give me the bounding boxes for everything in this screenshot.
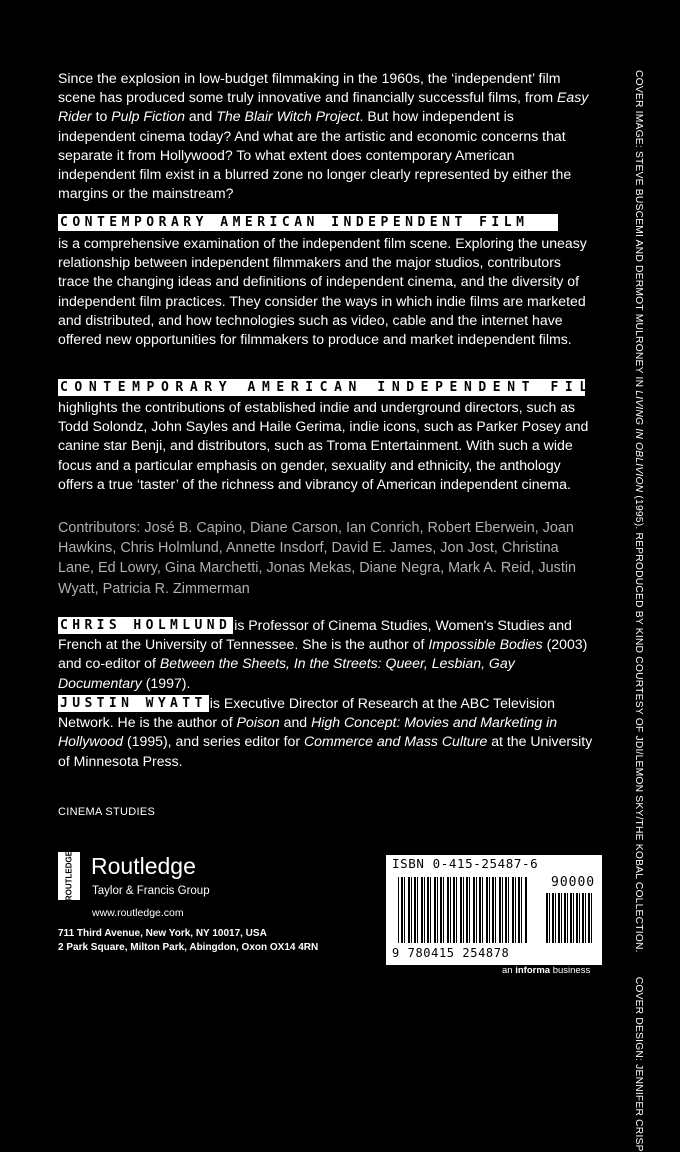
price-barcode-bars-icon xyxy=(546,893,594,943)
film-title: Pulp Fiction xyxy=(111,108,185,125)
book-title: Between the Sheets, In the Streets: Queer, Lesbian, Gay Documentary xyxy=(58,655,515,691)
publisher-address-uk: 2 Park Square, Milton Park, Abingdon, Oxon OX14 4RN xyxy=(58,942,319,953)
book-title: Commerce and Mass Culture xyxy=(304,733,488,750)
informa-brand: informa xyxy=(515,965,551,976)
publisher-address-us: 711 Third Avenue, New York, NY 10017, USA xyxy=(58,928,267,939)
ean-number: 9 780415 254878 xyxy=(392,946,510,960)
isbn-number: ISBN 0-415-25487-6 xyxy=(392,856,539,871)
book-title: High Concept: Movies and Marketing in Hollywood xyxy=(58,714,558,750)
cover-image-credit: (1995). REPRODUCED BY KIND COURTESY OF JDI/LEMON SKY/THE KOBAL COLLECTION. xyxy=(633,492,644,953)
intro-paragraph xyxy=(58,69,593,203)
intro-text: Since the explosion in low-budget filmmaking in the 1960s, the ‘independent’ film scene has produced some truly innovative and financially successful films, from xyxy=(58,70,561,106)
bio-text: is Executive Director of Research at the ABC Television Network. He is the author of xyxy=(58,695,555,731)
cover-credits xyxy=(628,70,648,1152)
bio-text: (2003) and co-editor of xyxy=(58,636,588,672)
intro-text: . But how independent is independent cinema today? And what are the artistic and economic concerns that separate it from Hollywood? To what extent does contemporary American independent film exist in a blurred zone no longer clearly represented by either the margins or the mainstream? xyxy=(58,108,572,202)
publisher-group: Taylor & Francis Group xyxy=(92,885,210,897)
book-title: Impossible Bodies xyxy=(428,636,543,653)
section-description-2: highlights the contributions of established indie and underground directors, such as Todd Solondz, John Sayles and Haile Gerima, indie icons, such as Parker Posey and canine star Benji, and distributors, such as Troma Entertainment. With such a wide focus and a particular emphasis on gender, sexuality and ethnicity, the anthology offers a true ‘taster’ of the richness and vibrancy of American independent cinema. xyxy=(58,399,589,492)
cover-image-credit: COVER IMAGE: STEVE BUSCEMI AND DERMOT MULRONEY IN xyxy=(633,70,644,391)
film-title: LIVING IN OBLIVION xyxy=(633,390,644,493)
cover-design-credit: COVER DESIGN: JENNIFER CRISP xyxy=(633,976,644,1152)
editor-bio-wyatt xyxy=(58,694,593,771)
intro-text: and xyxy=(184,108,217,125)
bio-text: is Professor of Cinema Studies, Women's Studies and French at the University of Tennessee. She is the author of xyxy=(58,617,572,653)
book-title: Poison xyxy=(236,714,280,731)
film-title: Easy Rider xyxy=(58,89,589,125)
book-title-band: CONTEMPORARY AMERICAN INDEPENDENT FILM xyxy=(58,214,558,231)
contributors-list: Contributors: José B. Capino, Diane Carson, Ian Conrich, Robert Eberwein, Joan Hawkins, Chris Holmlund, Annette Insdorf, David E. James, Jon Jost, Christina Lane, Ed Lowry, Gina Marchetti, Jonas Mekas, Diane Negra, Mark A. Reid, Justin Wyatt, Patricia R. Zimmerman xyxy=(58,520,577,597)
routledge-logo-icon xyxy=(58,852,80,900)
editor-name-band: JUSTIN WYATT xyxy=(60,696,207,711)
informa-business-label xyxy=(502,965,590,976)
publisher-name: Routledge xyxy=(91,853,196,879)
logo-text: ROUTLEDGE xyxy=(64,850,74,902)
bio-text: (1997). xyxy=(141,674,191,691)
section-description-1: is a comprehensive examination of the independent film scene. Exploring the uneasy relationship between independent filmmakers and the major studios, contributors trace the changing ideas and definitions of independent cinema, and the diversity of independent film practices. They consider the ways in which indie films are marketed and distributed, and how technologies such as video, cable and the internet have offered new opportunities for filmmakers to produce and market independent films. xyxy=(58,235,587,348)
book-title-band: CONTEMPORARY AMERICAN INDEPENDENT FILM xyxy=(60,380,609,395)
bio-text: (1995), and series editor for xyxy=(123,733,304,750)
informa-text: business xyxy=(550,965,591,976)
barcode-bars-icon xyxy=(398,877,528,943)
category-label: CINEMA STUDIES xyxy=(58,806,156,818)
film-title: The Blair Witch Project xyxy=(216,108,360,125)
editor-bio-holmlund xyxy=(58,616,593,693)
editor-name-band: CHRIS HOLMLUND xyxy=(60,618,232,633)
intro-text: to xyxy=(91,108,112,125)
price-code: 90000 xyxy=(551,875,596,890)
bio-text: at the University of Minnesota Press. xyxy=(58,733,593,769)
isbn-barcode xyxy=(386,855,602,965)
bio-text: and xyxy=(279,714,312,731)
publisher-website: www.routledge.com xyxy=(92,907,184,919)
informa-text: an xyxy=(502,965,516,976)
